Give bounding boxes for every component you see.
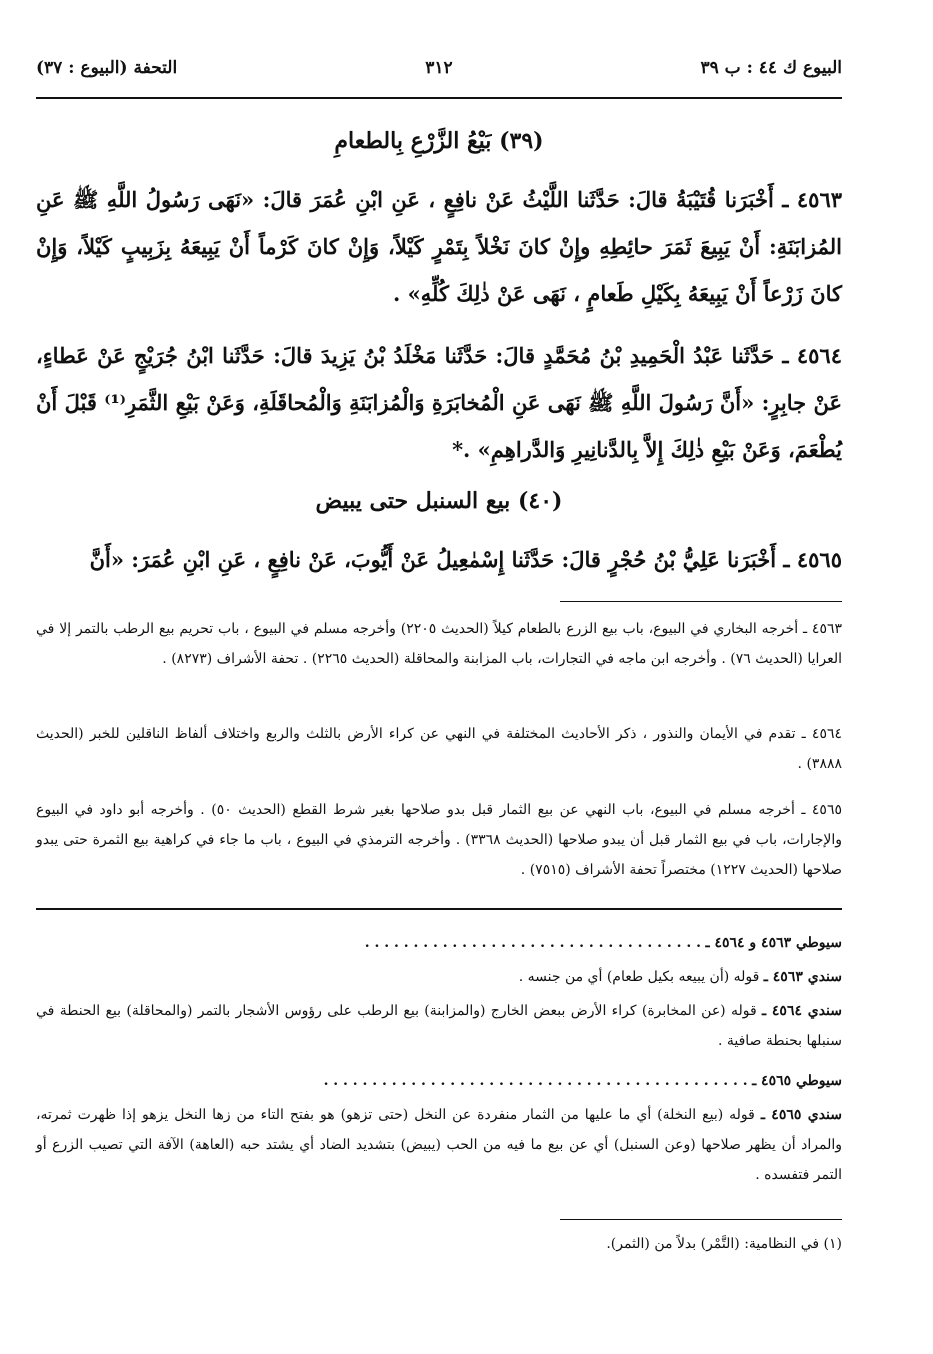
footnote-separator bbox=[560, 1219, 842, 1220]
hadith-4563 bbox=[36, 176, 842, 317]
hadith-text: أَخْبَرَنا عَلِيُّ بْنُ حُجْرٍ قالَ: حَدَّثَنا إِسْمٰعِيلُ عَنْ أَيُّوبَ، عَنْ نافِعٍ ، عَنِ ابْنِ عُمَرَ: «أَنَّ bbox=[89, 547, 777, 572]
hadith-number: ٤٥٦٣ ـ bbox=[782, 187, 843, 212]
hadith-text: حَدَّثَنا عَبْدُ الْحَمِيدِ بْنُ مُحَمَّدٍ قالَ: حَدَّثَنا مَخْلَدُ بْنُ يَزِيدَ قالَ: حَدَّثَنا ابْنُ جُرَيْجٍ عَنْ عَطاءٍ، عَنْ جابِرٍ: «أَنَّ رَسُولَ اللَّهِ ﷺ نَهَى عَنِ الْمُخابَرَةِ وَالْمُزابَنَةِ وَالْمُحاقَلَةِ، وَعَنْ بَيْعِ الثَّمَرِ⁽¹⁾ قَبْلَ أَنْ يُطْعَمَ، وَعَنْ بَيْعِ ذٰلِكَ إِلاَّ بِالدَّنانِيرِ وَالدَّراهِمِ» .* bbox=[36, 343, 842, 462]
hadith-4564 bbox=[36, 332, 842, 473]
commentary-label: سندي ٤٥٦٣ ـ bbox=[763, 969, 842, 985]
hadith-4565 bbox=[36, 536, 842, 583]
ellipsis-dots: . . . . . . . . . . . . . . . . . . . . . . . . . . . . . . . . . . . bbox=[364, 935, 702, 951]
ellipsis-dots: . . . . . . . . . . . . . . . . . . . . . . . . . . . . . . . . . . . . . . . . . . . . bbox=[323, 1073, 748, 1089]
notes-separator bbox=[560, 601, 842, 602]
footnote: (١) في النظامية: (التَّمْر) بدلاً من (الثمر). bbox=[606, 1236, 842, 1252]
sindi-4565 bbox=[36, 1100, 842, 1190]
takhrij-4563: ٤٥٦٣ ـ أخرجه البخاري في البيوع، باب بيع الزرع بالطعام كيلاً (الحديث ٢٢٠٥) وأخرجه مسلم في البيوع ، باب تحريم بيع الرطب بالتمر إلا في العرايا (الحديث ٧٦) . وأخرجه ابن ماجه في التجارات، باب المزابنة والمحاقلة (الحديث ٢٢٦٥) . تحفة الأشراف (٨٢٧٣) . bbox=[36, 621, 842, 667]
suyuti-4565 bbox=[36, 1066, 842, 1096]
section-reference: البيوع ك ٤٤ : ب ٣٩ bbox=[700, 58, 842, 78]
commentary-label: سيوطي ٤٥٦٣ و ٤٥٦٤ ـ bbox=[705, 935, 842, 951]
running-header bbox=[36, 58, 842, 86]
hadith-number: ٤٥٦٥ ـ bbox=[783, 547, 842, 572]
commentary-text: قوله (عن المخابرة) كراء الأرض ببعض الخارج (والمزابنة) بيع الرطب على رؤوس الأشجار بالتمر (والمحاقلة) بيع الحنطة في سنبلها بحنطة صافية . bbox=[36, 1003, 842, 1049]
commentary-label: سيوطي ٤٥٦٥ ـ bbox=[752, 1073, 842, 1089]
takhrij-4565: ٤٥٦٥ ـ أخرجه مسلم في البيوع، باب النهي عن بيع الثمار قبل بدو صلاحها بغير شرط القطع (الحديث ٥٠) . وأخرجه أبو داود في البيوع والإجارات، باب في بيع الثمار قبل أن يبدو صلاحها (الحديث ٣٣٦٨) . وأخرجه الترمذي في البيوع ، باب ما جاء في كراهية بيع الثمرة حتى يبدو صلاحها (الحديث ١٢٢٧) مختصراً تحفة الأشراف (٧٥١٥) . bbox=[36, 802, 842, 878]
commentary-text: قوله (أن يبيعه بكيل طعام) أي من جنسه . bbox=[518, 969, 760, 985]
page bbox=[36, 0, 842, 1354]
commentary-label: سندي ٤٥٦٤ ـ bbox=[762, 1003, 843, 1019]
hadith-number: ٤٥٦٤ ـ bbox=[782, 343, 842, 368]
commentary-label: سندي ٤٥٦٥ ـ bbox=[760, 1107, 843, 1123]
commentary-text: قوله (بيع النخلة) أي ما عليها من الثمار منفردة عن النخل (حتى تزهو) هو بفتح التاء من زها النخل يزهو إذا ظهرت ثمرته، والمراد أن يظهر صلاحها (وعن السنبل) أي عن بيع ما فيه من الحب (يبيض) بتشديد الضاد أي يشتد حبه (العاهة) الآفة التي تصيب الزرع أو التمر فتفسده . bbox=[36, 1107, 842, 1183]
header-rule bbox=[36, 97, 842, 99]
chapter-39-title: (٣٩) بَيْعُ الزَّرْعِ بِالطعامِ bbox=[334, 128, 544, 154]
takhrij-4564: ٤٥٦٤ ـ تقدم في الأيمان والنذور ، ذكر الأحاديث المختلفة في النهي عن كراء الأرض بالثلث والربع واختلاف ألفاظ الناقلين للخبر (الحديث ٣٨٨٨) . bbox=[36, 726, 842, 772]
tuhfa-reference: التحفة (البيوع : ٣٧) bbox=[36, 58, 178, 78]
chapter-40-title: (٤٠) بيع السنبل حتى يبيض bbox=[315, 488, 563, 514]
page-number: ٣١٢ bbox=[425, 58, 453, 78]
hadith-text: أَخْبَرَنا قُتَيْبَةُ قالَ: حَدَّثَنا اللَّيْثُ عَنْ نافِعٍ ، عَنِ ابْنِ عُمَرَ قالَ: «نَهَى رَسُولُ اللَّهِ ﷺ عَنِ المُزابَنَةِ: أَنْ يَبِيعَ ثَمَرَ حائِطِهِ وإِنْ كانَ نَخْلاً بِتَمْرٍ كَيْلاً، وَإِنْ كانَ كَرْماً أَنْ يَبِيعَهُ بِزَبِيبٍ كَيْلاً، وَإِنْ كانَ زَرْعاً أَنْ يَبِيعَهُ بِكَيْلِ طَعامٍ ، نَهَى عَنْ ذٰلِكَ كُلِّهِ» . bbox=[36, 187, 842, 306]
sindi-4564 bbox=[36, 996, 842, 1056]
suyuti-4563-4564 bbox=[36, 928, 842, 958]
sindi-4563 bbox=[36, 962, 842, 992]
commentary-rule bbox=[36, 908, 842, 910]
